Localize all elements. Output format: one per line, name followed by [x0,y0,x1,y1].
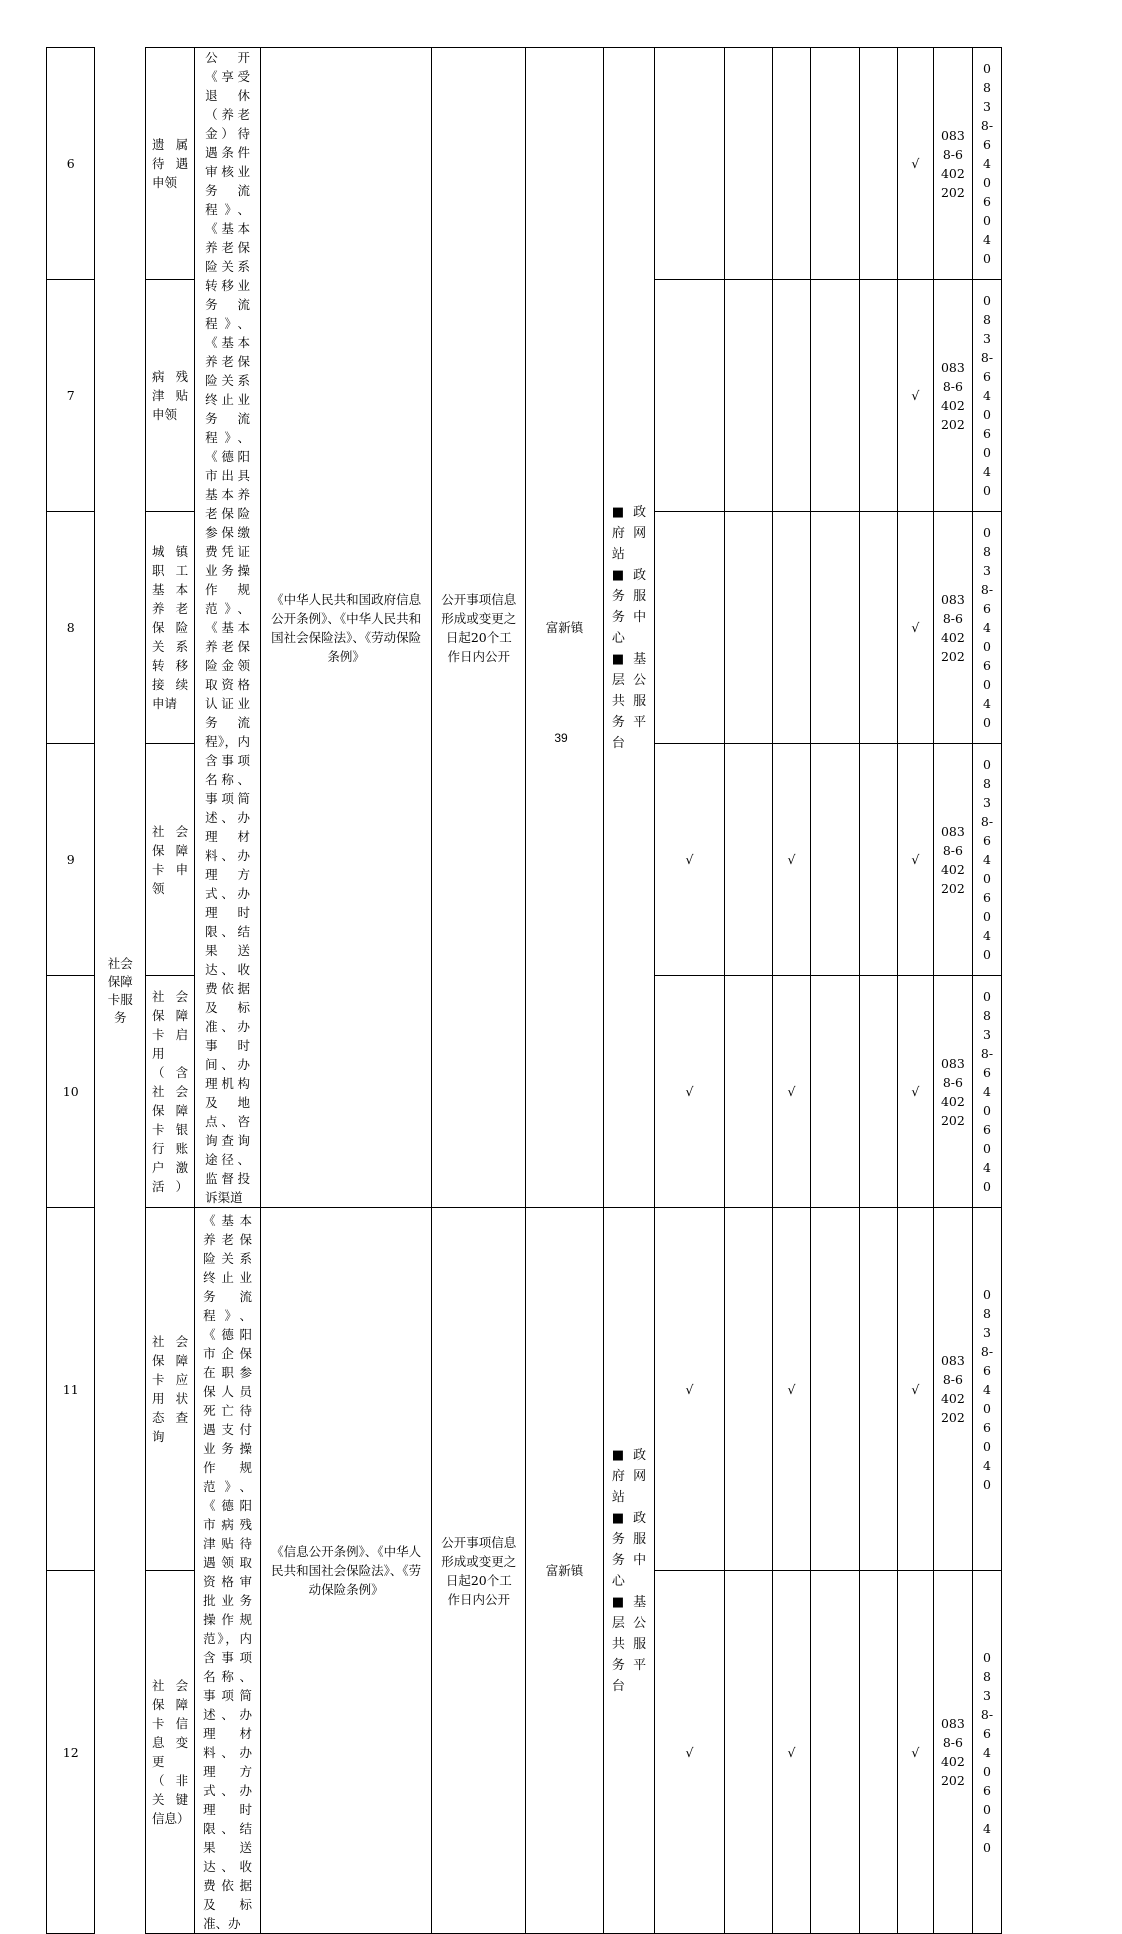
disclosure-content: 公开《享受退休（养老金）待遇条件审核业务流程》、《基本养老保险关系转移业务流程》、《基本养老保险关系终止业务流程》、《德阳市出具基本养老保险参保缴费凭证业务操作规范》、《基本养老保险金领取资格认证业务流程》，内含事项名称、事项简述、办理材料、办理方式、办理时限、结果送达、收费依据及标准、办事时间、办理机构及地点、咨询查询途径、监督投诉渠道 [195,48,261,1208]
phone-secondary: 0838-6406040 [972,48,1002,280]
item-name: 社会保障卡申领 [146,744,195,976]
check-mark [859,1571,897,1934]
check-mark [811,1571,860,1934]
check-mark [859,1208,897,1571]
row-number: 12 [47,1571,95,1934]
table-row [47,1208,1122,1571]
check-mark: √ [772,1571,810,1934]
check-mark [859,976,897,1208]
disclosure-basis: 《中华人民共和国政府信息公开条例》、《中华人民共和国社会保险法》、《劳动保险条例》 [261,48,432,1208]
check-mark [811,48,860,280]
phone-secondary: 0838-6406040 [972,1571,1002,1934]
phone-primary: 0838-6402202 [934,48,973,280]
check-mark [724,48,772,280]
disclosure-subject: 富新镇 [526,48,604,1208]
check-mark: √ [655,976,725,1208]
check-mark [811,976,860,1208]
check-mark [811,744,860,976]
check-mark: √ [655,1571,725,1934]
check-mark [724,512,772,744]
check-mark: √ [772,1208,810,1571]
row-number: 6 [47,48,95,280]
phone-primary: 0838-6402202 [934,744,973,976]
item-name: 病残津贴申领 [146,280,195,512]
row-number: 7 [47,280,95,512]
check-mark [859,280,897,512]
row-number: 11 [47,1208,95,1571]
row-number: 8 [47,512,95,744]
row-number: 10 [47,976,95,1208]
check-mark [811,280,860,512]
item-name: 城镇职工基本养老保险关系转移接续申请 [146,512,195,744]
phone-secondary: 0838-6406040 [972,280,1002,512]
check-mark [859,512,897,744]
item-name: 遗属待遇申领 [146,48,195,280]
check-mark [859,48,897,280]
category-label: 社会保障卡服务 [107,955,133,1025]
check-mark: √ [655,1208,725,1571]
check-mark [655,512,725,744]
disclosure-basis: 《信息公开条例》、《中华人民共和国社会保险法》、《劳动保险条例》 [261,1208,432,1934]
check-mark [772,48,810,280]
phone-secondary: 0838-6406040 [972,512,1002,744]
disclosure-channels: ■政府网站 ■政务服务中心 ■基层公共服务平台 [603,1208,654,1934]
disclosure-subject: 富新镇 [526,1208,604,1934]
check-mark [724,280,772,512]
check-mark: √ [655,744,725,976]
check-mark [724,976,772,1208]
phone-secondary: 0838-6406040 [972,744,1002,976]
row-number: 9 [47,744,95,976]
check-mark [811,512,860,744]
phone-primary: 0838-6402202 [934,1208,973,1571]
check-mark: √ [897,280,933,512]
check-mark [724,1571,772,1934]
item-name: 社会保障卡信息变更（非关键信息） [146,1571,195,1934]
check-mark [772,280,810,512]
check-mark [772,512,810,744]
check-mark [811,1208,860,1571]
phone-primary: 0838-6402202 [934,512,973,744]
disclosure-table [46,47,1122,1934]
check-mark [724,744,772,976]
check-mark: √ [897,48,933,280]
check-mark [655,48,725,280]
check-mark: √ [897,1571,933,1934]
disclosure-channels: ■政府网站 ■政务服务中心 ■基层公共服务平台 [603,48,654,1208]
check-mark: √ [772,976,810,1208]
disclosure-timing: 公开事项信息形成或变更之日起20个工作日内公开 [432,48,526,1208]
check-mark [859,744,897,976]
table-row [47,48,1122,280]
category-cell [95,48,146,1934]
disclosure-timing: 公开事项信息形成或变更之日起20个工作日内公开 [432,1208,526,1934]
phone-primary: 0838-6402202 [934,1571,973,1934]
check-mark [724,1208,772,1571]
item-name: 社会保障卡应用状态查询 [146,1208,195,1571]
check-mark: √ [897,744,933,976]
phone-secondary: 0838-6406040 [972,976,1002,1208]
check-mark: √ [897,1208,933,1571]
page-number: 39 [554,731,568,745]
item-name: 社会保障卡启用（含社会保障卡银行账户激活） [146,976,195,1208]
phone-primary: 0838-6402202 [934,280,973,512]
disclosure-content: 《基本养老保险关系终止业务流程》、《德阳市企保在职参保人员死亡待遇支付业务操作规范》、《德阳市病残津贴待遇领取资格审批业务操作规范》，内含事项名称、事项简述、办理材料、办理方式、办理时限、结果送达、收费依据及标准、办 [195,1208,261,1934]
check-mark: √ [897,512,933,744]
phone-primary: 0838-6402202 [934,976,973,1208]
phone-secondary: 0838-6406040 [972,1208,1002,1571]
check-mark: √ [897,976,933,1208]
check-mark [655,280,725,512]
check-mark: √ [772,744,810,976]
